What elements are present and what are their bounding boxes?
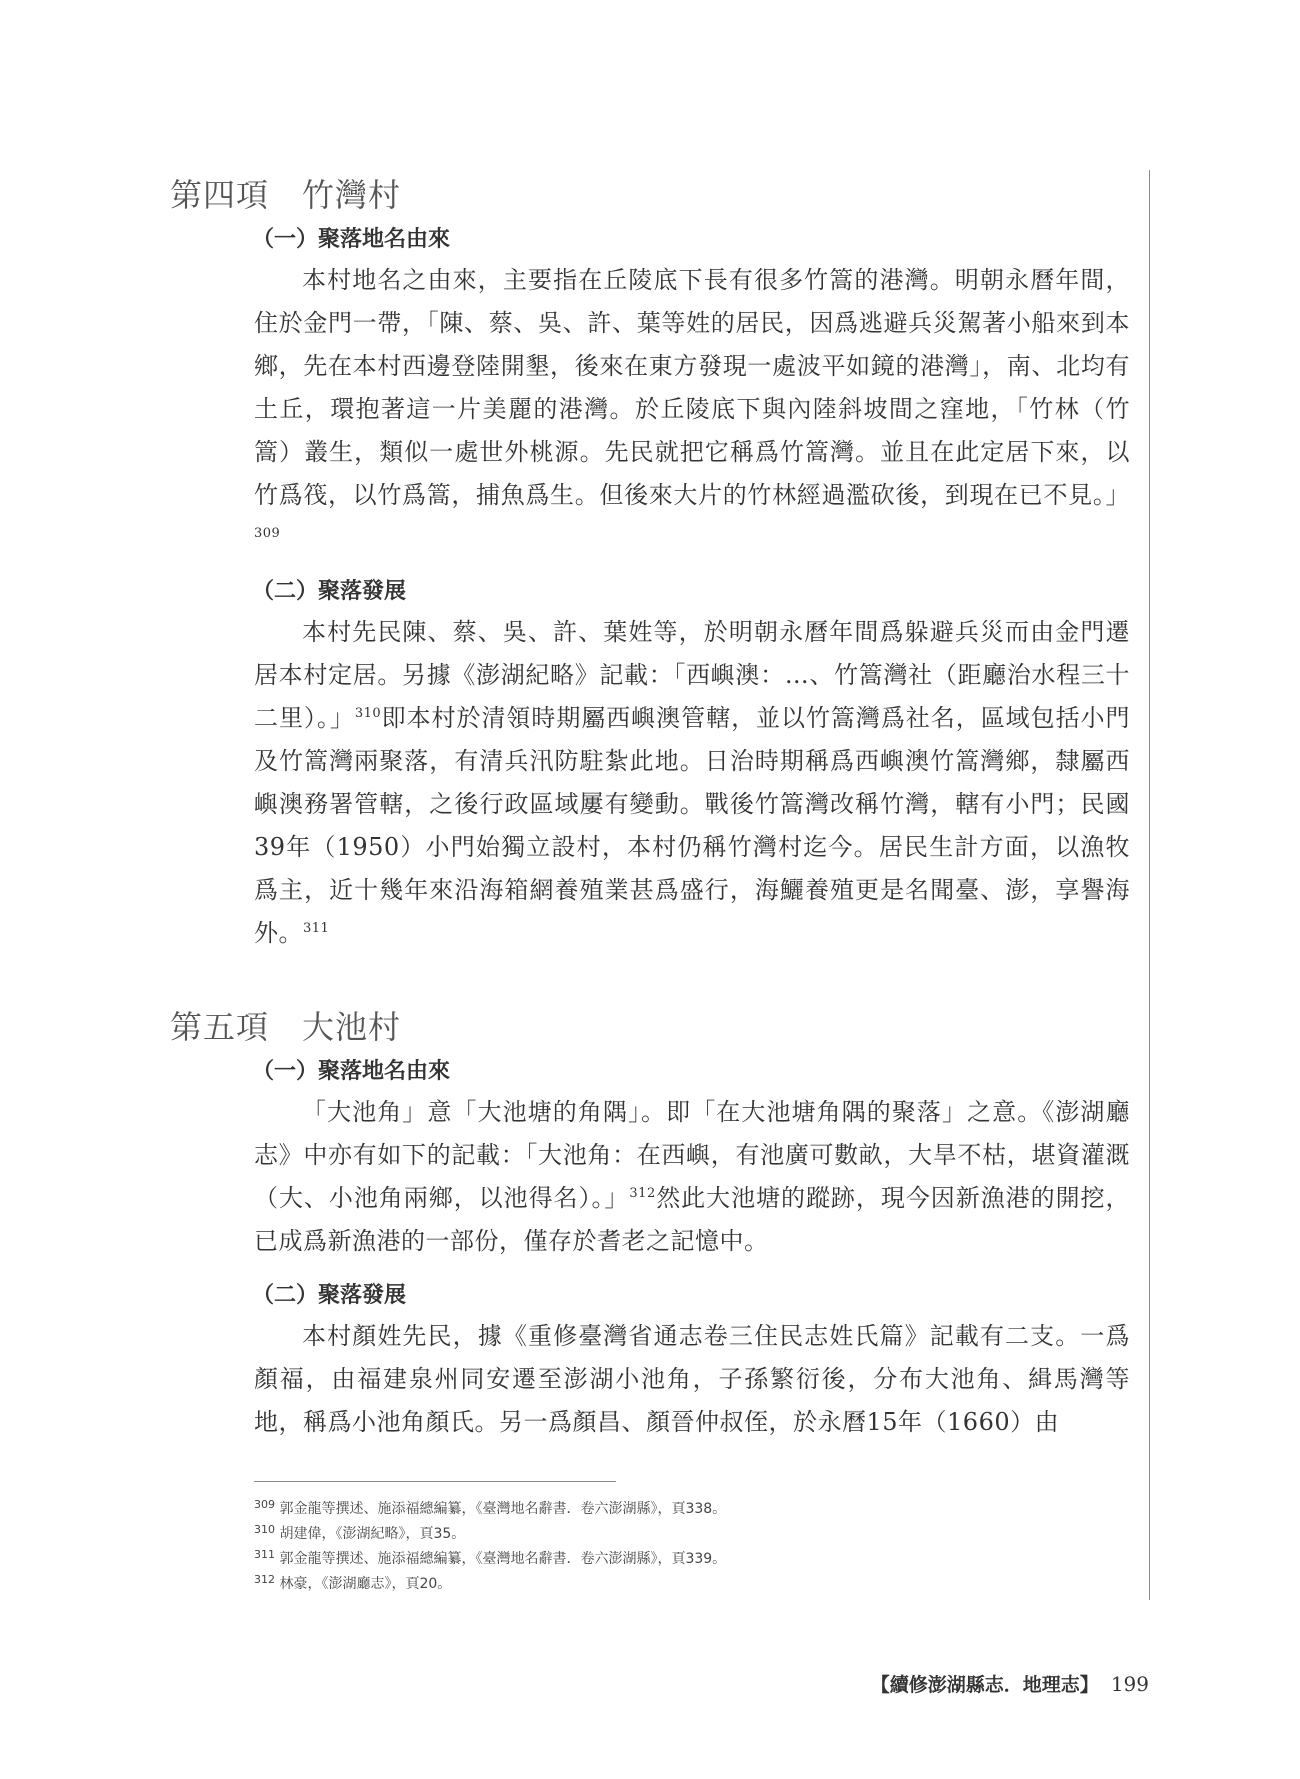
running-footer-title: 【續修澎湖縣志．地理志】 xyxy=(870,1674,1099,1696)
paragraph-zhuwan-name-origin xyxy=(254,259,1130,560)
footnote-number: 312 xyxy=(254,1573,275,1586)
subheading-zhuwan-name-origin: （一）聚落地名由來 xyxy=(252,226,451,252)
subheading-dachi-name-origin: （一）聚落地名由來 xyxy=(252,1058,451,1084)
footnote-309 xyxy=(254,1497,1134,1522)
footnote-text: 林豪，《澎湖廳志》，頁20。 xyxy=(279,1576,452,1592)
footnote-number: 309 xyxy=(254,1498,275,1511)
paragraph-text: 「大池角」意「大池塘的角隅」。即「在大池塘角隅的聚落」之意。《澎湖廳志》中亦有如下的記載：「大池角：在西嶼，有池廣可數畝，大旱不枯，堪資灌溉（大、小池角兩鄉，以池得名）。」 xyxy=(254,1098,1130,1212)
paragraph-dachi-development xyxy=(254,1315,1130,1444)
footnote-ref-309: 309 xyxy=(254,526,281,541)
section-title-zhuwan: 第四項 竹灣村 xyxy=(170,176,402,214)
paragraph-zhuwan-development xyxy=(254,611,1130,955)
paragraph-text: 本村地名之由來，主要指在丘陵底下長有很多竹篙的港灣。明朝永曆年間，住於金門一帶，「陳、蔡、吳、許、葉等姓的居民，因爲逃避兵災駕著小船來到本鄉，先在本村西邊登陸開墾，後來在東方發現一處波平如鏡的港灣」，南、北均有土丘，環抱著這一片美麗的港灣。於丘陵底下與內陸斜坡間之窪地，「竹林（竹篙）叢生，類似一處世外桃源。先民就把它稱爲竹篙灣。並且在此定居下來，以竹爲筏，以竹爲篙，捕魚爲生。但後來大片的竹林經過濫砍後，到現在已不見。」 xyxy=(254,266,1130,509)
footnote-number: 310 xyxy=(254,1523,275,1536)
footnote-text: 胡建偉，《澎湖紀略》，頁35。 xyxy=(279,1526,466,1542)
section-title-dachi: 第五項 大池村 xyxy=(170,1008,402,1046)
footnote-312 xyxy=(254,1572,1134,1597)
paragraph-text: 本村先民陳、蔡、吳、許、葉姓等，於明朝永曆年間爲躲避兵災而由金門遷居本村定居。另據《澎湖紀略》記載：「西嶼澳：…、竹篙灣社（距廳治水程三十二里）。」 xyxy=(254,618,1130,732)
footnote-text: 郭金龍等撰述、施添福總編纂，《臺灣地名辭書．卷六澎湖縣》，頁339。 xyxy=(279,1551,727,1567)
page-number: 199 xyxy=(1110,1672,1149,1696)
subheading-dachi-development: （二）聚落發展 xyxy=(252,1282,407,1308)
margin-rule xyxy=(1149,170,1150,1600)
footnote-list xyxy=(254,1497,1134,1597)
paragraph-text: 本村顏姓先民，據《重修臺灣省通志卷三住民志姓氏篇》記載有二支。一爲顏福，由福建泉州同安遷至澎湖小池角，子孫繁衍後，分布大池角、緝馬灣等地，稱爲小池角顏氏。另一爲顏昌、顏晉仲叔侄，於永曆15年（1660）由 xyxy=(254,1322,1130,1436)
paragraph-text: 然此大池塘的蹤跡，現今因新漁港的開挖，已成爲新漁港的一部份，僅存於耆老之記憶中。 xyxy=(254,1184,1131,1255)
footnote-310 xyxy=(254,1522,1134,1547)
paragraph-dachi-name-origin xyxy=(254,1091,1130,1263)
footnote-text: 郭金龍等撰述、施添福總編纂，《臺灣地名辭書．卷六澎湖縣》，頁338。 xyxy=(279,1501,727,1517)
footnote-311 xyxy=(254,1547,1134,1572)
footnote-rule xyxy=(254,1481,616,1482)
footnote-ref-312: 312 xyxy=(629,1186,656,1201)
footnote-number: 311 xyxy=(254,1548,275,1561)
footnote-ref-310: 310 xyxy=(354,706,382,721)
page-footer xyxy=(871,1670,1149,1697)
subheading-zhuwan-development: （二）聚落發展 xyxy=(252,578,407,604)
paragraph-text: 即本村於清領時期屬西嶼澳管轄，並以竹篙灣爲社名，區域包括小門及竹篙灣兩聚落，有清兵汛防駐紮此地。日治時期稱爲西嶼澳竹篙灣鄉，隸屬西嶼澳務署管轄，之後行政區域屢有變動。戰後竹篙灣改稱竹灣，轄有小門；民國39年（1950）小門始獨立設村，本村仍稱竹灣村迄今。居民生計方面，以漁牧爲主，近十幾年來沿海箱網養殖業甚爲盛行，海鱺養殖更是名聞臺、澎，享譽海外。 xyxy=(254,704,1130,947)
footnote-ref-311: 311 xyxy=(303,921,330,936)
